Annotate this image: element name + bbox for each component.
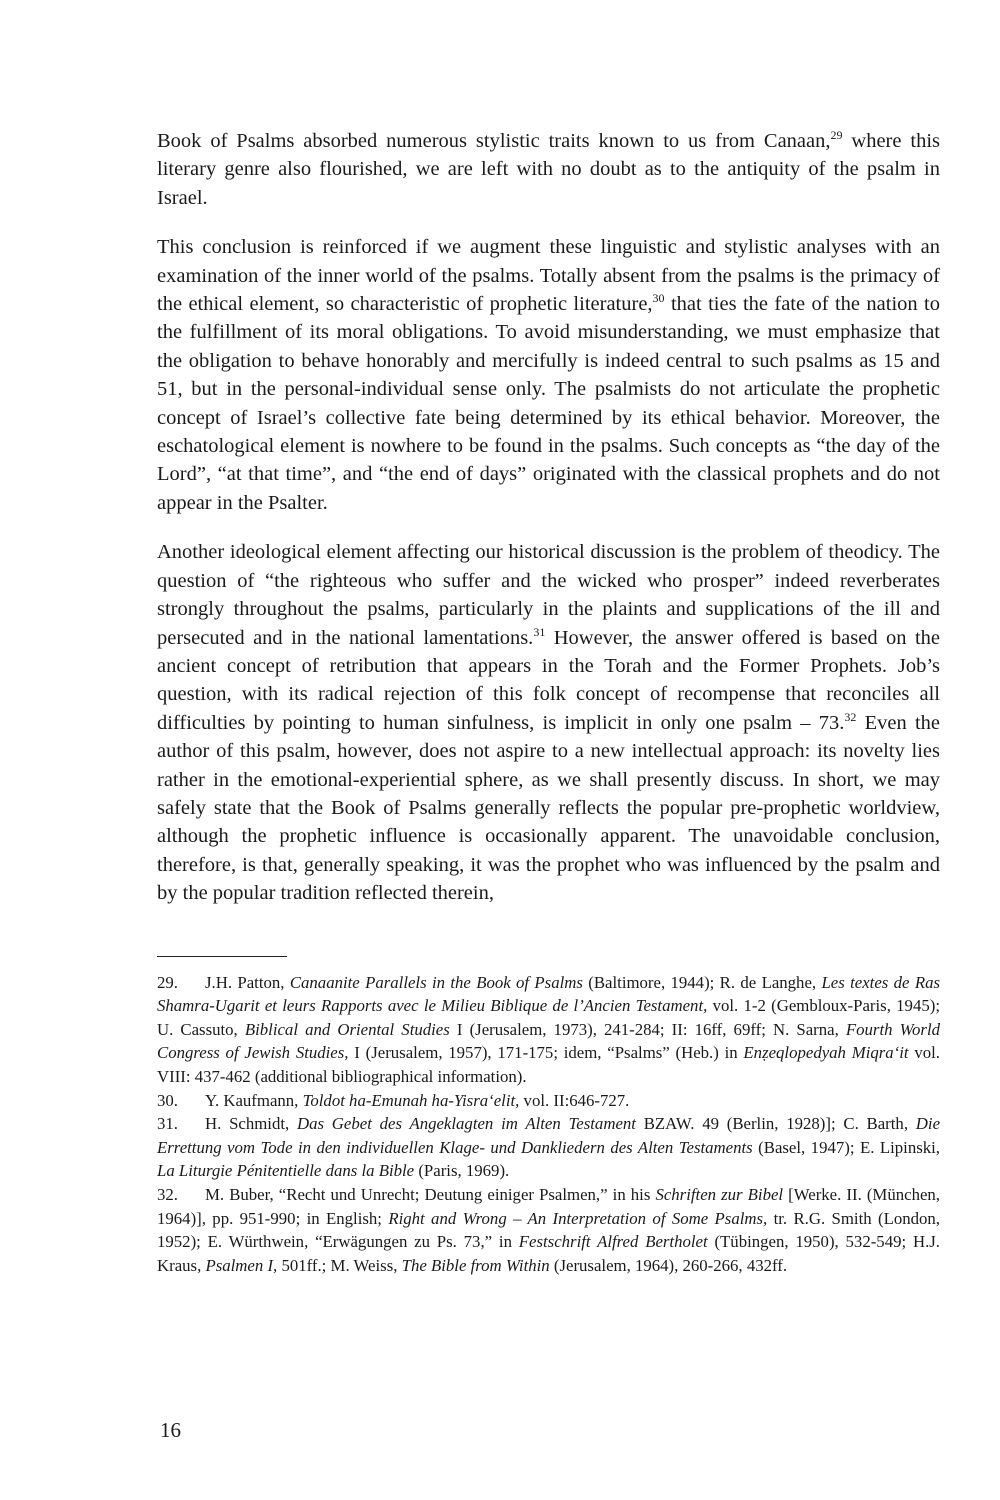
text-run: (Basel, 1947); E. Lipinski, (752, 1137, 940, 1157)
paragraph (157, 538, 940, 907)
text-run: Y. Kaufmann, (205, 1090, 303, 1110)
italic-title: Toldot ha-Emunah ha-Yisra‘elit, (302, 1090, 520, 1110)
text-run: Book of Psalms absorbed numerous stylistic traits known to us from Canaan, (157, 130, 831, 152)
text-run: (Tübingen, 1950), 532-549; H.J. Kraus, (157, 1232, 940, 1275)
footnote-number: 31. (157, 1114, 178, 1134)
text-run: I (Jerusalem, 1973), 241-284; II: 16ff, 69ff; N. Sarna, (449, 1019, 846, 1039)
text-run: vol. II:646-727. (519, 1090, 630, 1110)
italic-title: Das Gebet des Angeklagten im Alten Testament (296, 1114, 636, 1134)
italic-title: Die Errettung vom Tode in den individuellen Klage- und Dankliedern des Alten Testaments (157, 1114, 941, 1157)
footnote (157, 1089, 940, 1113)
paragraph (157, 233, 940, 517)
footnote (157, 1183, 940, 1277)
footnote-number: 29. (157, 972, 178, 992)
text-run: BZAW. 49 (Berlin, 1928)]; C. Barth, (635, 1114, 916, 1134)
text-run: Even the author of this psalm, however, does not aspire to a new intellectual approach: its novelty lies rather in the emotional-experiential sphere, as we shall presently discuss. In short, we may safely state that the Book of Psalms generally reflects the popular pre-prophetic worldview, although the prophetic influence is occasionally apparent. The unavoidable conclusion, therefore, is that, generally speaking, it was the prophet who was influenced by the psalm and by the popular tradition reflected therein, (157, 711, 940, 905)
italic-title: Biblical and Oriental Studies (244, 1019, 450, 1039)
text-run: [Werke. II. (München, 1964)], pp. 951-990; in English; (157, 1184, 941, 1228)
text-run: However, the answer offered is based on the ancient concept of retribution that appears in the Torah and the Former Prophets. Job’s question, with its radical rejection of this folk concept of recompense that reconciles all difficulties by pointing to human sinfulness, is implicit in only one psalm – 73. (157, 626, 940, 734)
text-run: where this literary genre also flourished, we are left with no doubt as to the antiquity of the psalm in Israel. (157, 130, 940, 209)
text-run: I (Jerusalem, 1957), 171-175; idem, “Psalms” (Heb.) in (348, 1043, 744, 1063)
text-run: Another ideological element affecting our historical discussion is the problem of theodicy. The question of “the righteous who suffer and the wicked who prosper” indeed reverberates strongly throughout the psalms, particularly in the plaints and supplications of the ill and persecuted and in the national lamentations. (157, 541, 940, 649)
text-run: vol. VIII: 437-462 (additional bibliographical information). (157, 1043, 941, 1086)
italic-title: Schriften zur Bibel (655, 1184, 784, 1204)
italic-title: Canaanite Parallels in the Book of Psalms (289, 972, 583, 992)
footnote-number: 32. (157, 1184, 178, 1204)
italic-title: Right and Wrong – An Interpretation of Some Psalms, (388, 1208, 768, 1228)
page-number: 16 (160, 1418, 181, 1442)
text-run: vol. 1-2 (Gembloux-Paris, 1945); U. Cassuto, (157, 996, 940, 1039)
italic-title: Psalmen I, (205, 1255, 278, 1275)
italic-title: Enẓeqlopedyah Miqra‘it (743, 1043, 909, 1063)
footnote-ref: 29 (830, 128, 843, 142)
footnote-number: 30. (157, 1090, 178, 1110)
italic-title: Fourth World Congress of Jewish Studies, (157, 1019, 941, 1063)
italic-title: The Bible from Within (401, 1255, 550, 1275)
page-body (157, 127, 940, 1277)
paragraph (157, 127, 940, 212)
footnote-ref: 31 (533, 624, 546, 639)
text-run: M. Buber, “Recht und Unrecht; Deutung einiger Psalmen,” in his (205, 1184, 656, 1204)
footnote (157, 971, 940, 1089)
text-run: H. Schmidt, (205, 1114, 297, 1134)
italic-title: Festschrift Alfred Bertholet (518, 1232, 708, 1252)
italic-title: Les textes de Ras Shamra-Ugarit et leurs Rapports avec le Milieu Biblique de l’Ancien Testament, (157, 972, 941, 1016)
footnote-separator (157, 956, 287, 957)
text-run: This conclusion is reinforced if we augment these linguistic and stylistic analyses with an examination of the inner world of the psalms. Totally absent from the psalms is the primacy of the ethical element, so characteristic of prophetic literature, (157, 236, 940, 316)
text-run: that ties the fate of the nation to the fulfillment of its moral obligations. To avoid misunderstanding, we must emphasize that the obligation to behave honorably and mercifully is indeed central to such psalms as 15 and 51, but in the personal-individual sense only. The psalmists do not articulate the prophetic concept of Israel’s collective fate being determined by its ethical behavior. Moreover, the eschatological element is nowhere to be found in the psalms. Such concepts as “the day of the Lord”, “at that time”, and “the end of days” originated with the classical prophets and do not appear in the Psalter. (157, 293, 940, 514)
italic-title: La Liturgie Pénitentielle dans la Bible (157, 1161, 415, 1181)
text-run: J.H. Patton, (205, 972, 290, 992)
footnote-ref: 32 (844, 709, 857, 724)
text-run: (Baltimore, 1944); R. de Langhe, (582, 972, 822, 992)
text-run: 501ff.; M. Weiss, (277, 1255, 402, 1275)
text-run: (Paris, 1969). (414, 1161, 510, 1181)
body-text (157, 127, 940, 908)
footnotes (157, 971, 940, 1278)
footnote-ref: 30 (652, 291, 665, 306)
text-run: (Jerusalem, 1964), 260-266, 432ff. (549, 1255, 788, 1275)
footnote (157, 1112, 940, 1183)
text-run: tr. R.G. Smith (London, 1952); E. Würthwein, “Erwägungen zu Ps. 73,” in (157, 1208, 940, 1252)
